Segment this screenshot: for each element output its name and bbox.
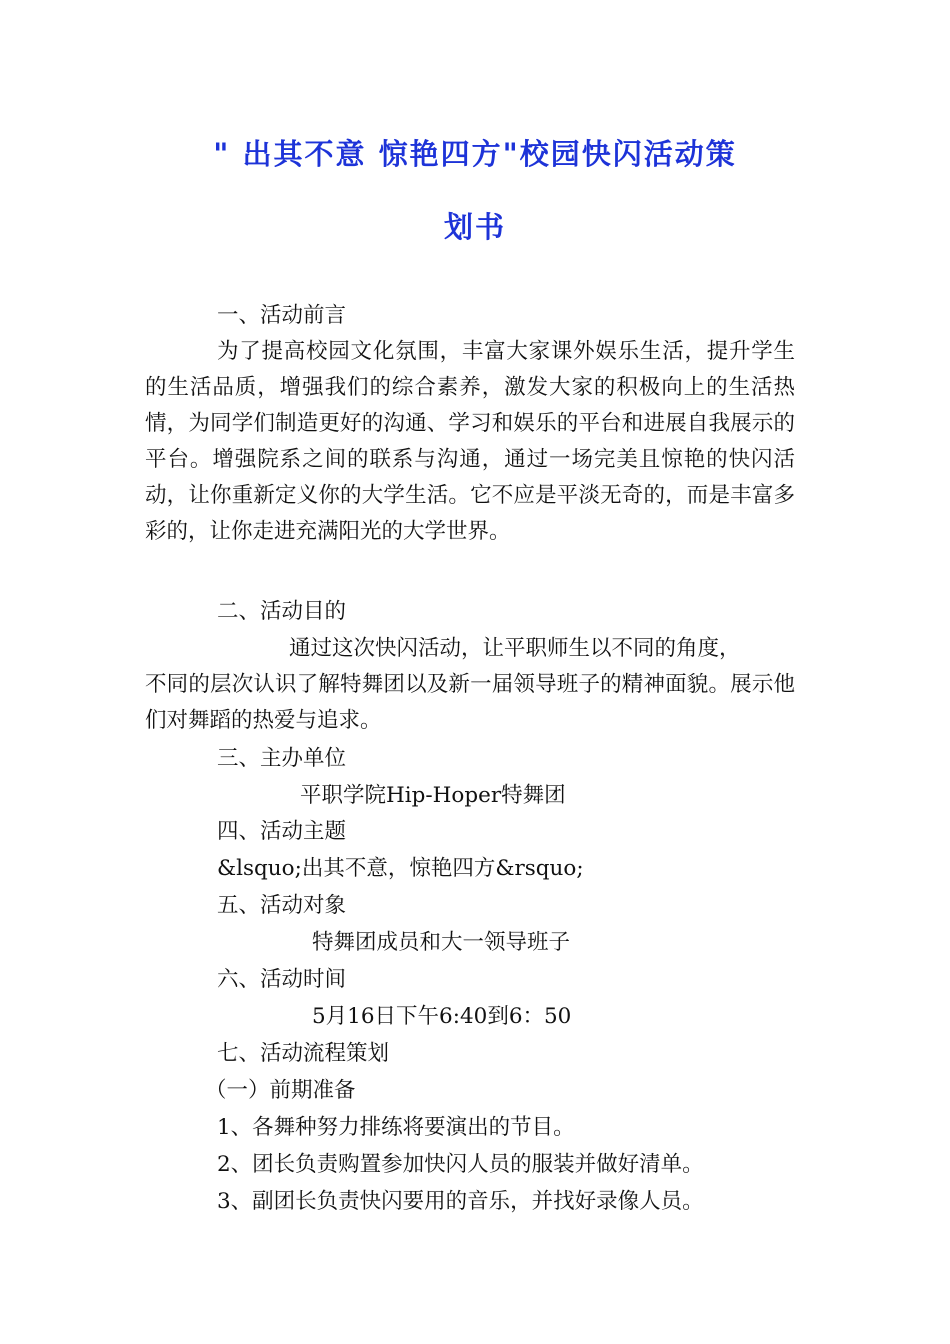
section-7-item-3: 3、副团长负责快闪要用的音乐，并找好录像人员。 (217, 1189, 704, 1214)
section-7-subheading: （一）前期准备 (205, 1078, 356, 1103)
section-3-heading: 三、主办单位 (217, 746, 347, 771)
section-6-body: 5月16日下午6:40到6：50 (312, 1004, 572, 1029)
section-2-paragraph-rest: 不同的层次认识了解特舞团以及新一届领导班子的精神面貌。展示他们对舞蹈的热爱与追求。 (145, 672, 795, 733)
section-2-paragraph-line-1: 通过这次快闪活动，让平职师生以不同的角度， (289, 636, 741, 661)
section-7-heading: 七、活动流程策划 (217, 1041, 390, 1066)
section-6-heading: 六、活动时间 (217, 967, 347, 992)
section-4-heading: 四、活动主题 (217, 819, 347, 844)
section-7-item-1: 1、各舞种努力排练将要演出的节目。 (217, 1115, 575, 1140)
section-3-body: 平职学院Hip-Hoper特舞团 (300, 783, 566, 808)
section-7-item-2: 2、团长负责购置参加快闪人员的服装并做好清单。 (217, 1152, 704, 1177)
section-5-heading: 五、活动对象 (217, 893, 347, 918)
document-title-line-1: " 出其不意 惊艳四方"校园快闪活动策 (213, 137, 737, 171)
section-4-body: &lsquo;出其不意，惊艳四方&rsquo; (217, 856, 584, 881)
section-1-heading: 一、活动前言 (217, 303, 347, 328)
section-5-body: 特舞团成员和大一领导班子 (312, 930, 571, 955)
section-2-heading: 二、活动目的 (217, 599, 347, 624)
document-title-line-2: 划书 (443, 210, 506, 244)
section-1-paragraph: 为了提高校园文化氛围，丰富大家课外娱乐生活，提升学生的生活品质，增强我们的综合素养，激发大家的积极向上的生活热情，为同学们制造更好的沟通、学习和娱乐的平台和进展自我展示的平台。增强院系之间的联系与沟通，通过一场完美且惊艳的快闪活动，让你重新定义你的大学生活。它不应是平淡无奇的，而是丰富多彩的，让你走进充满阳光的大学世界。 (145, 339, 795, 544)
